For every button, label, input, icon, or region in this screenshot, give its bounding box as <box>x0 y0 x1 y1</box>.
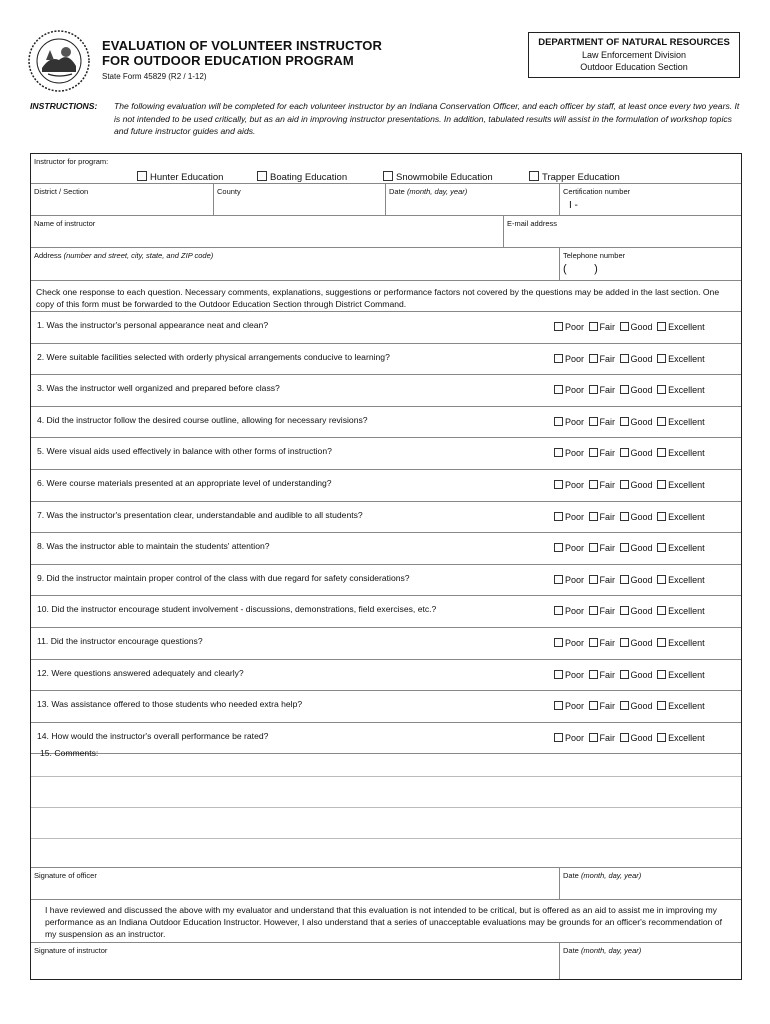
rating-label: Fair <box>599 732 616 743</box>
rating-label: Good <box>630 638 653 648</box>
address-label <box>34 251 213 260</box>
rating-checkbox-fair[interactable] <box>589 670 598 679</box>
rating-checkbox-fair[interactable] <box>589 480 598 489</box>
question-row <box>31 375 741 407</box>
certification-label: Certification number <box>563 187 631 196</box>
district-label: District / Section <box>34 187 89 196</box>
question-text: 1. Was the instructor's personal appearance neat and clean? <box>37 320 269 330</box>
form-title-block <box>102 38 382 81</box>
rating-checkbox-excellent[interactable] <box>657 448 666 457</box>
check-instructions-row <box>31 281 741 312</box>
rating-checkbox-good[interactable] <box>620 733 629 742</box>
department-title: DEPARTMENT OF NATURAL RESOURCES <box>538 37 730 48</box>
rating-checkbox-excellent[interactable] <box>657 733 666 742</box>
boating-education-option[interactable] <box>257 171 347 183</box>
option-label: Hunter Education <box>150 172 224 183</box>
rating-label: Excellent <box>668 574 705 585</box>
rating-label: Excellent <box>668 606 705 617</box>
rating-checkbox-fair[interactable] <box>589 543 598 552</box>
option-label: Snowmobile Education <box>396 172 493 183</box>
address-row <box>31 248 741 281</box>
rating-checkbox-poor[interactable] <box>554 733 563 742</box>
rating-checkbox-excellent[interactable] <box>657 638 666 647</box>
option-label: Trapper Education <box>542 172 620 183</box>
rating-label: Excellent <box>668 511 705 522</box>
rating-label: Fair <box>599 511 616 522</box>
question-row <box>31 312 741 344</box>
rating-options <box>553 322 706 332</box>
rating-label: Good <box>630 322 653 332</box>
comments-label: 15. Comments: <box>40 748 99 758</box>
program-label: Instructor for program: <box>34 157 109 166</box>
check-instructions: Check one response to each question. Necessary comments, explanations, suggestions or performance factors not covered by the questions may be added in the last section. One copy of this form must be forwarded to the Outdoor Education Section through District Command. <box>36 287 720 309</box>
instructions-label: INSTRUCTIONS: <box>30 101 98 111</box>
rating-checkbox-good[interactable] <box>620 448 629 457</box>
question-row <box>31 502 741 534</box>
rating-label: Excellent <box>668 669 705 680</box>
acknowledgement-row <box>31 900 741 943</box>
rating-options <box>553 480 706 490</box>
rating-checkbox-excellent[interactable] <box>657 322 666 331</box>
hunter-education-option[interactable] <box>137 171 223 183</box>
rating-checkbox-poor[interactable] <box>554 670 563 679</box>
rating-checkbox-fair[interactable] <box>589 701 598 710</box>
question-text: 7. Was the instructor's presentation clear, understandable and audible to all students? <box>37 509 363 520</box>
email-label: E-mail address <box>507 219 558 228</box>
rating-checkbox-good[interactable] <box>620 670 629 679</box>
rating-options <box>553 512 706 522</box>
rating-label: Excellent <box>668 322 705 332</box>
rating-label: Good <box>630 543 653 554</box>
question-text: 5. Were visual aids used effectively in balance with other forms of instruction? <box>37 446 332 457</box>
rating-checkbox-poor[interactable] <box>554 417 563 426</box>
instructor-date-label <box>563 946 641 955</box>
rating-checkbox-poor[interactable] <box>554 638 563 647</box>
rating-options <box>553 670 706 680</box>
address-field[interactable] <box>31 248 559 280</box>
rating-checkbox-excellent[interactable] <box>657 385 666 394</box>
rating-checkbox-fair[interactable] <box>589 606 598 615</box>
question-text: 11. Did the instructor encourage questions? <box>37 636 203 646</box>
rating-options <box>553 448 706 458</box>
rating-options <box>553 543 706 553</box>
question-text: 3. Was the instructor well organized and prepared before class? <box>37 383 280 394</box>
section-name: Outdoor Education Section <box>580 62 688 72</box>
rating-label: Good <box>630 480 653 490</box>
officer-signature-field[interactable] <box>31 868 559 899</box>
rating-label: Fair <box>599 543 616 554</box>
rating-checkbox-poor[interactable] <box>554 354 563 363</box>
rating-label: Poor <box>565 701 585 712</box>
comments-row[interactable] <box>31 744 741 777</box>
rating-checkbox-fair[interactable] <box>589 512 598 521</box>
rating-checkbox-poor[interactable] <box>554 322 563 331</box>
department-box <box>528 32 740 78</box>
instructions <box>30 100 742 138</box>
officer-date-field[interactable] <box>559 868 741 899</box>
rating-label: Excellent <box>668 543 705 554</box>
rating-checkbox-fair[interactable] <box>589 638 598 647</box>
rating-label: Fair <box>599 638 616 648</box>
date-hint: (month, day, year) <box>580 946 642 955</box>
rating-checkbox-excellent[interactable] <box>657 543 666 552</box>
rating-label: Fair <box>599 353 616 364</box>
question-row <box>31 628 741 660</box>
rating-label: Poor <box>565 416 585 427</box>
comment-line[interactable] <box>31 777 741 808</box>
rating-label: Poor <box>565 385 585 396</box>
rating-checkbox-excellent[interactable] <box>657 417 666 426</box>
question-text: 9. Did the instructor maintain proper control of the class with due regard for safety considerations? <box>37 572 410 583</box>
rating-label: Good <box>630 448 653 459</box>
rating-label: Poor <box>565 543 585 554</box>
question-text: 2. Were suitable facilities selected with orderly physical arrangements conducive to learning? <box>37 351 390 362</box>
rating-label: Poor <box>565 448 585 459</box>
rating-checkbox-good[interactable] <box>620 575 629 584</box>
rating-checkbox-excellent[interactable] <box>657 575 666 584</box>
question-text: 8. Was the instructor able to maintain the students' attention? <box>37 541 270 552</box>
rating-checkbox-fair[interactable] <box>589 354 598 363</box>
rating-checkbox-good[interactable] <box>620 354 629 363</box>
rating-checkbox-good[interactable] <box>620 480 629 489</box>
instructions-text: The following evaluation will be completed for each volunteer instructor by an Indiana Conservation Officer, and each officer by staff, at least once every two years. It is not intended to be used critically, but as an aid in improving instructor presentations. In addition, tabulated results will assist in the formulation of workshop topics and future instructor guides and aids. <box>114 101 740 136</box>
rating-label: Poor <box>565 638 585 648</box>
rating-label: Excellent <box>668 385 705 396</box>
instructor-signature-field[interactable] <box>31 943 559 979</box>
rating-checkbox-good[interactable] <box>620 701 629 710</box>
rating-options <box>553 638 706 648</box>
date-label <box>389 187 467 196</box>
comment-line[interactable] <box>31 808 741 839</box>
rating-label: Fair <box>599 480 616 490</box>
trapper-education-checkbox[interactable] <box>529 171 539 181</box>
snowmobile-education-option[interactable] <box>383 171 493 183</box>
date-hint: (month, day, year) <box>580 871 642 880</box>
hunter-education-checkbox[interactable] <box>137 171 147 181</box>
date-label-text: Date <box>389 187 405 196</box>
rating-checkbox-fair[interactable] <box>589 385 598 394</box>
rating-label: Excellent <box>668 480 705 490</box>
telephone-label: Telephone number <box>563 251 626 260</box>
rating-options <box>553 417 706 427</box>
rating-label: Fair <box>599 322 616 332</box>
rating-label: Good <box>630 385 653 396</box>
form-title-line1: EVALUATION OF VOLUNTEER INSTRUCTOR <box>102 38 383 53</box>
question-text: 10. Did the instructor encourage student involvement - discussions, demonstrations, field exercises, etc.? <box>37 604 437 615</box>
form-number: State Form 45829 (R2 / 1-12) <box>102 72 207 81</box>
date-label-text: Date <box>563 946 579 955</box>
county-field[interactable] <box>213 184 385 215</box>
telephone-field[interactable] <box>559 248 741 280</box>
snowmobile-education-checkbox[interactable] <box>383 171 393 181</box>
rating-label: Fair <box>599 385 616 396</box>
rating-checkbox-good[interactable] <box>620 322 629 331</box>
name-row <box>31 216 741 248</box>
question-row <box>31 470 741 502</box>
rating-checkbox-fair[interactable] <box>589 417 598 426</box>
instructor-date-field[interactable] <box>559 943 741 979</box>
address-label-text: Address <box>34 251 62 260</box>
rating-label: Good <box>630 606 653 617</box>
rating-options <box>553 575 706 585</box>
rating-checkbox-poor[interactable] <box>554 448 563 457</box>
instructor-signature-label: Signature of instructor <box>34 946 108 955</box>
officer-signature-row <box>31 868 741 900</box>
rating-checkbox-good[interactable] <box>620 543 629 552</box>
program-row <box>31 154 741 184</box>
rating-label: Good <box>630 511 653 522</box>
acknowledgement-text: I have reviewed and discussed the above with my evaluator and understand that this evaluation is not intended to be critical, but is offered as an aid to assist me in improving my performance as an Indiana Outdoor Education Instructor. However, I also understand that a series of unacceptable evaluations may be grounds for an officer's recommendation of my suspension as an instructor. <box>45 905 722 940</box>
rating-options <box>553 354 706 364</box>
rating-checkbox-poor[interactable] <box>554 606 563 615</box>
rating-checkbox-fair[interactable] <box>589 322 598 331</box>
rating-label: Excellent <box>668 416 705 427</box>
rating-label: Fair <box>599 606 616 617</box>
date-field[interactable] <box>385 184 559 215</box>
rating-label: Excellent <box>668 353 705 364</box>
option-label: Boating Education <box>270 172 348 183</box>
rating-checkbox-excellent[interactable] <box>657 701 666 710</box>
rating-label: Good <box>630 353 653 364</box>
rating-checkbox-good[interactable] <box>620 606 629 615</box>
rating-label: Excellent <box>668 732 705 743</box>
district-row <box>31 184 741 216</box>
question-row <box>31 533 741 565</box>
question-row <box>31 691 741 723</box>
question-text: 4. Did the instructor follow the desired course outline, allowing for necessary revisions? <box>37 414 368 425</box>
comment-line[interactable] <box>31 839 741 868</box>
question-row <box>31 565 741 597</box>
rating-label: Fair <box>599 416 616 427</box>
rating-checkbox-excellent[interactable] <box>657 480 666 489</box>
rating-label: Poor <box>565 669 585 680</box>
rating-label: Good <box>630 669 653 680</box>
rating-label: Excellent <box>668 701 705 712</box>
rating-options <box>553 385 706 395</box>
rating-label: Fair <box>599 574 616 585</box>
address-hint: (number and street, city, state, and ZIP code) <box>63 251 214 260</box>
question-text: 6. Were course materials presented at an appropriate level of understanding? <box>37 478 332 488</box>
rating-label: Fair <box>599 448 616 459</box>
question-row <box>31 438 741 470</box>
rating-checkbox-excellent[interactable] <box>657 606 666 615</box>
rating-label: Good <box>630 416 653 427</box>
rating-label: Poor <box>565 574 585 585</box>
district-field[interactable] <box>31 184 213 215</box>
rating-label: Fair <box>599 701 616 712</box>
rating-label: Poor <box>565 606 585 617</box>
question-text: 13. Was assistance offered to those students who needed extra help? <box>37 699 303 710</box>
rating-checkbox-poor[interactable] <box>554 575 563 584</box>
date-hint: (month, day, year) <box>406 187 468 196</box>
rating-label: Good <box>630 574 653 585</box>
rating-label: Poor <box>565 480 585 490</box>
email-field[interactable] <box>503 216 741 247</box>
rating-label: Excellent <box>668 448 705 459</box>
question-row <box>31 407 741 439</box>
rating-checkbox-excellent[interactable] <box>657 354 666 363</box>
rating-label: Good <box>630 701 653 712</box>
question-row <box>31 344 741 376</box>
instructor-signature-row <box>31 943 741 979</box>
rating-checkbox-poor[interactable] <box>554 512 563 521</box>
certification-field[interactable] <box>559 184 741 215</box>
rating-checkbox-fair[interactable] <box>589 733 598 742</box>
rating-checkbox-fair[interactable] <box>589 575 598 584</box>
rating-checkbox-poor[interactable] <box>554 480 563 489</box>
instructor-name-field[interactable] <box>31 216 503 247</box>
rating-options <box>553 606 706 616</box>
rating-checkbox-good[interactable] <box>620 512 629 521</box>
rating-checkbox-fair[interactable] <box>589 448 598 457</box>
question-text: 14. How would the instructor's overall performance be rated? <box>37 730 269 741</box>
officer-date-label <box>563 871 641 880</box>
rating-label: Good <box>630 732 653 743</box>
question-row <box>31 596 741 628</box>
officer-signature-label: Signature of officer <box>34 871 97 880</box>
telephone-value: ( ) <box>563 263 598 275</box>
division-name: Law Enforcement Division <box>581 50 687 60</box>
rating-label: Fair <box>599 669 616 680</box>
form-title-line2: FOR OUTDOOR EDUCATION PROGRAM <box>102 53 354 68</box>
rating-checkbox-excellent[interactable] <box>657 670 666 679</box>
rating-options <box>553 701 706 711</box>
date-label-text: Date <box>563 871 579 880</box>
question-text: 12. Were questions answered adequately and clearly? <box>37 667 244 678</box>
certification-value: I - <box>569 200 578 211</box>
rating-label: Poor <box>565 511 585 522</box>
rating-label: Poor <box>565 732 585 743</box>
rating-checkbox-good[interactable] <box>620 417 629 426</box>
rating-checkbox-poor[interactable] <box>554 701 563 710</box>
rating-checkbox-poor[interactable] <box>554 543 563 552</box>
state-seal-logo <box>28 30 90 92</box>
evaluation-form <box>30 153 742 980</box>
rating-checkbox-good[interactable] <box>620 385 629 394</box>
rating-options <box>553 733 706 743</box>
rating-checkbox-excellent[interactable] <box>657 512 666 521</box>
question-row <box>31 660 741 692</box>
rating-checkbox-good[interactable] <box>620 638 629 647</box>
county-label: County <box>217 187 241 196</box>
rating-label: Excellent <box>668 638 705 648</box>
rating-label: Poor <box>565 353 585 364</box>
rating-label: Poor <box>565 322 585 332</box>
trapper-education-option[interactable] <box>529 171 620 183</box>
rating-checkbox-poor[interactable] <box>554 385 563 394</box>
name-label: Name of instructor <box>34 219 96 228</box>
boating-education-checkbox[interactable] <box>257 171 267 181</box>
